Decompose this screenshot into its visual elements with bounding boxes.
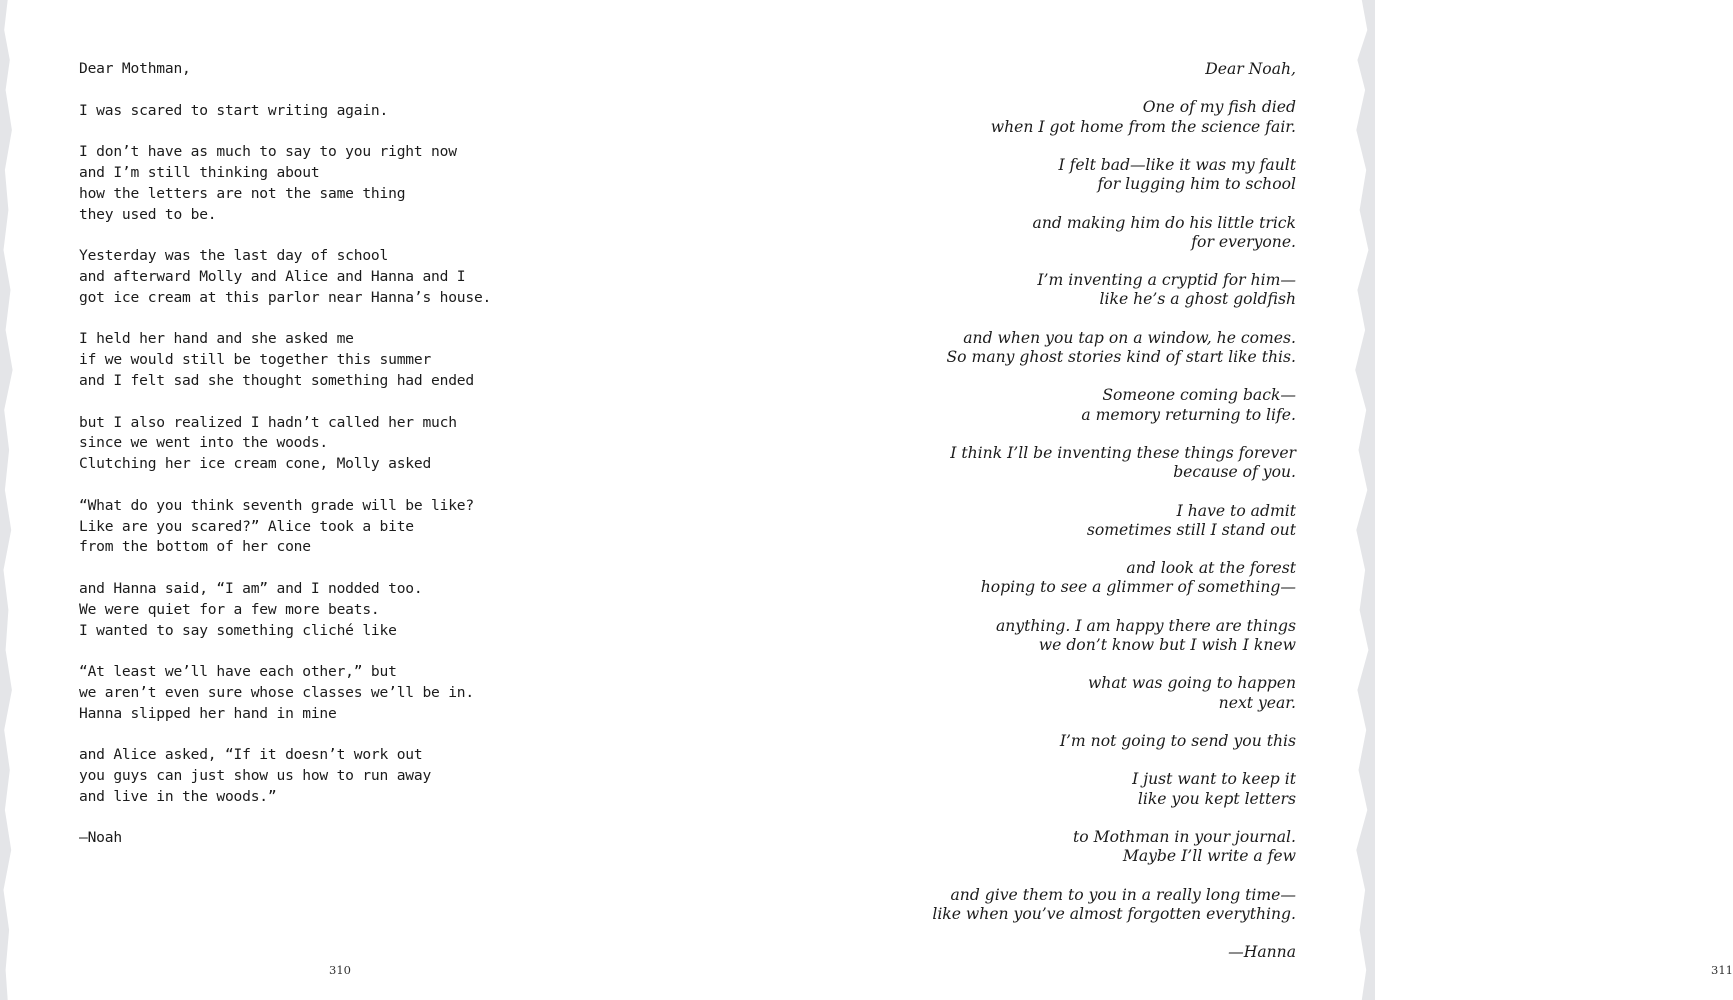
stanza — [816, 98, 1296, 136]
stanza — [79, 662, 539, 724]
letter-line: “At least we’ll have each other,” but — [79, 663, 397, 681]
letter-line: like he’s a ghost goldfish — [1099, 290, 1296, 309]
letter-line: I wanted to say something cliché like — [79, 621, 397, 639]
letter-line: you guys can just show us how to run away — [79, 767, 432, 785]
letter-line: and give them to you in a really long time— — [950, 885, 1296, 904]
letter-line: I just want to keep it — [1132, 770, 1296, 789]
letter-line: Hanna slipped her hand in mine — [79, 704, 337, 722]
letter-line: One of my fish died — [1142, 98, 1296, 117]
stanza — [816, 444, 1296, 482]
letter-line: and I’m still thinking about — [79, 163, 320, 181]
letter-line: sometimes still I stand out — [1086, 520, 1296, 539]
stanza — [816, 674, 1296, 712]
letter-line: and live in the woods.” — [79, 787, 277, 805]
letter-line: I felt bad—like it was my fault — [1058, 155, 1296, 174]
stanza — [79, 101, 539, 122]
letter-line: and Hanna said, “I am” and I nodded too. — [79, 579, 423, 597]
stanza — [816, 214, 1296, 252]
letter-line: I’m inventing a cryptid for him— — [1037, 271, 1296, 290]
letter-line: we don’t know but I wish I knew — [1038, 635, 1296, 654]
letter-line: Like are you scared?” Alice took a bite — [79, 517, 414, 535]
letter-line: I don’t have as much to say to you right now — [79, 143, 457, 161]
stanza — [816, 886, 1296, 924]
letter-line: like you kept letters — [1137, 789, 1296, 808]
page-number: 310 — [329, 963, 351, 977]
stanza — [79, 142, 539, 225]
letter-line: for everyone. — [1191, 232, 1296, 251]
letter-line: Maybe I’ll write a few — [1122, 847, 1296, 866]
letter-line: “What do you think seventh grade will be like? — [79, 496, 474, 514]
letter-line: I have to admit — [1176, 501, 1296, 520]
letter-greeting: Dear Mothman, — [79, 60, 191, 77]
stanza — [79, 496, 539, 558]
letter-line: and look at the forest — [1126, 559, 1296, 578]
right-page — [687, 0, 1733, 1000]
letter-line: We were quiet for a few more beats. — [79, 600, 380, 618]
letter-line: So many ghost stories kind of start like this. — [946, 347, 1296, 366]
letter-line: and I felt sad she thought something had ended — [79, 371, 474, 389]
letter-line: for lugging him to school — [1097, 175, 1296, 194]
letter-line: Someone coming back— — [1102, 386, 1296, 405]
stanza — [79, 246, 539, 308]
letter-line: to Mothman in your journal. — [1072, 827, 1296, 846]
letter-signature: —Noah — [79, 829, 122, 847]
letter-line: got ice cream at this parlor near Hanna’s house. — [79, 288, 492, 306]
stanza — [79, 413, 539, 475]
stanza — [816, 502, 1296, 540]
letter-line: Clutching her ice cream cone, Molly asked — [79, 455, 432, 473]
letter-line: and Alice asked, “If it doesn’t work out — [79, 746, 423, 764]
stanza — [816, 559, 1296, 597]
letter-line: what was going to happen — [1087, 674, 1296, 693]
letter-line: because of you. — [1173, 463, 1296, 482]
letter-line: a memory returning to life. — [1081, 405, 1296, 424]
letter-line: Yesterday was the last day of school — [79, 247, 389, 265]
left-page — [0, 0, 687, 1000]
stanza — [79, 745, 539, 807]
stanza — [79, 329, 539, 391]
hanna-letter — [816, 60, 1296, 962]
letter-line: I’m not going to send you this — [1059, 731, 1296, 750]
page-number: 311 — [1711, 963, 1733, 977]
letter-line: next year. — [1218, 693, 1296, 712]
letter-line: anything. I am happy there are things — [995, 616, 1296, 635]
stanza — [816, 156, 1296, 194]
stanza — [816, 386, 1296, 424]
letter-line: and when you tap on a window, he comes. — [963, 328, 1296, 347]
letter-line: we aren’t even sure whose classes we’ll be in. — [79, 683, 474, 701]
letter-line: I held her hand and she asked me — [79, 330, 354, 348]
letter-line: when I got home from the science fair. — [990, 117, 1296, 136]
letter-line: hoping to see a glimmer of something— — [980, 578, 1296, 597]
stanza — [816, 828, 1296, 866]
stanza — [816, 617, 1296, 655]
letter-signature: —Hanna — [1228, 943, 1296, 962]
stanza — [79, 579, 539, 641]
stanza — [816, 732, 1296, 751]
letter-line: from the bottom of her cone — [79, 538, 311, 556]
letter-body — [79, 101, 539, 808]
stanza — [816, 329, 1296, 367]
stanza — [816, 770, 1296, 808]
letter-greeting: Dear Noah, — [1205, 60, 1296, 78]
letter-line: I think I’ll be inventing these things forever — [950, 443, 1296, 462]
letter-body — [816, 98, 1296, 924]
noah-letter — [79, 59, 539, 849]
letter-line: and afterward Molly and Alice and Hanna and I — [79, 267, 466, 285]
letter-line: since we went into the woods. — [79, 434, 328, 452]
letter-line: and making him do his little trick — [1032, 213, 1296, 232]
letter-line: like when you’ve almost forgotten everything. — [932, 904, 1296, 923]
letter-line: I was scared to start writing again. — [79, 101, 389, 119]
letter-line: but I also realized I hadn’t called her much — [79, 413, 457, 431]
letter-line: if we would still be together this summer — [79, 351, 432, 369]
letter-line: they used to be. — [79, 205, 217, 223]
letter-line: how the letters are not the same thing — [79, 184, 406, 202]
stanza — [816, 271, 1296, 309]
